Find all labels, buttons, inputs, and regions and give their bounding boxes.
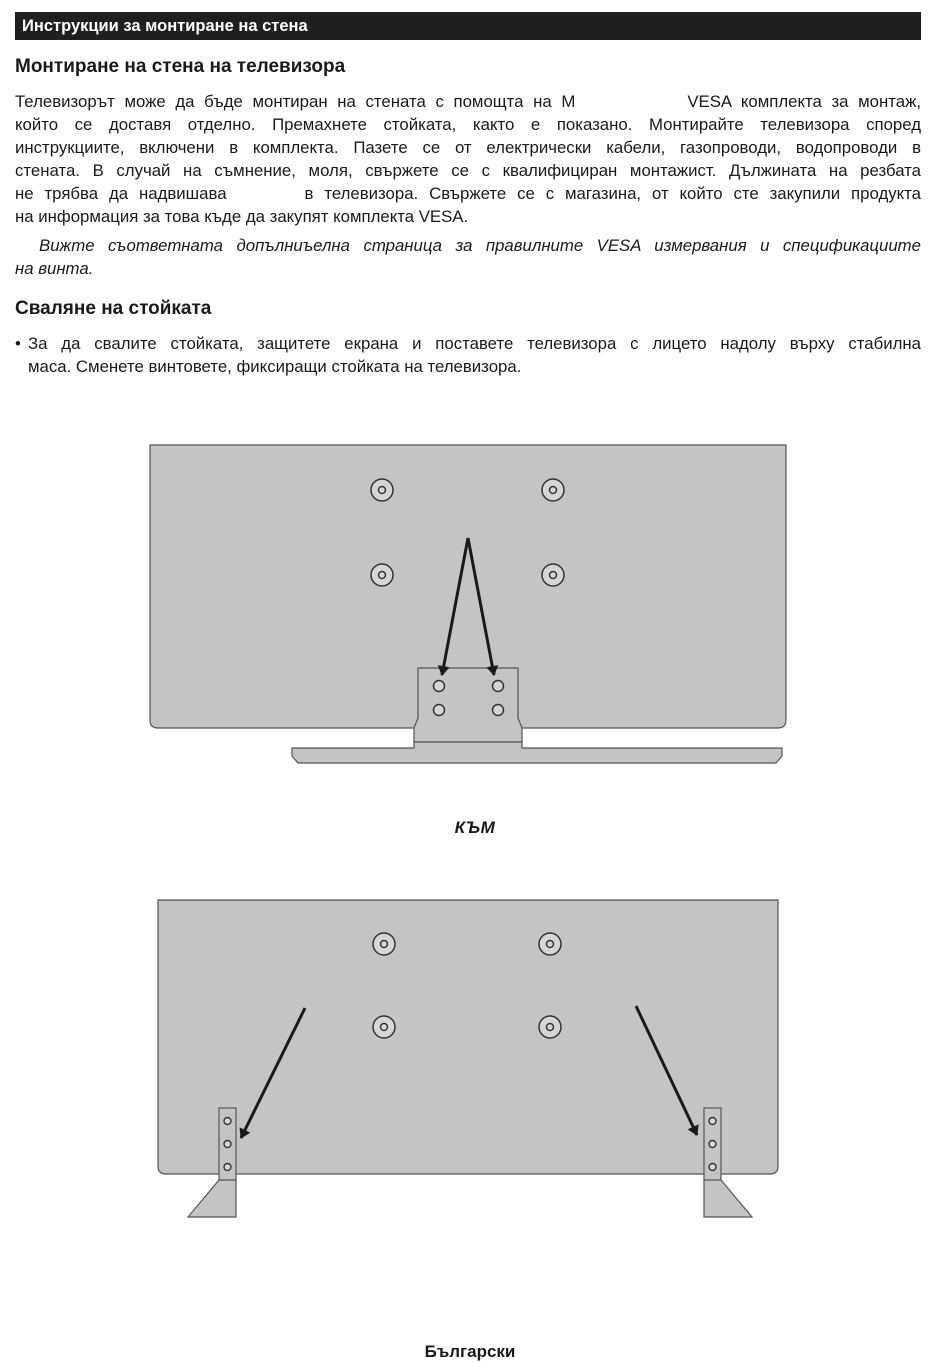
wall-mount-paragraph xyxy=(15,90,921,228)
paragraph-line-2: който се доставя отделно. Премахнете стойката, както е показано. Монтирайте телевизора според xyxy=(15,115,921,134)
note-line-2: на винта. xyxy=(15,259,94,278)
note-line-1: Вижте съответната допълниъелна страница за правилните VESA измервания и спецификациите xyxy=(39,236,921,255)
bullet-item xyxy=(15,332,921,378)
paragraph-line-1: Телевизорът може да бъде монтиран на стената с помощта на М VESA комплекта за монтаж, xyxy=(15,92,921,111)
bullet-symbol: • xyxy=(15,334,21,353)
tv-back-center-stand-diagram xyxy=(0,430,950,775)
bullet-line-1: За да свалите стойката, защитете екрана и поставете телевизора с лицето надолу върху стабилна xyxy=(28,334,921,353)
stand-base xyxy=(292,742,782,763)
bullet-line-2: маса. Сменете винтовете, фиксиращи стойката на телевизора. xyxy=(28,357,522,376)
paragraph-line-3: инструкциите, включени в комплекта. Пазете се от електрически кабели, газопроводи, водопроводи в xyxy=(15,138,921,157)
section-heading-stand-removal: Сваляне на стойката xyxy=(15,298,212,319)
section-heading-wall-mount: Монтиране на стена на телевизора xyxy=(15,56,346,77)
paragraph-line-6: на информация за това къде да закупят комплекта VESA. xyxy=(15,207,469,226)
vesa-note xyxy=(15,234,921,280)
paragraph-line-4: стената. В случай на съмнение, моля, свържете се с квалифициран монтажист. Дължината на резбата xyxy=(15,161,921,180)
footer-language-label: Български xyxy=(424,1342,516,1361)
stand-neck xyxy=(414,668,522,742)
paragraph-line-5: не трябва да надвишава в телевизора. Свържете се с магазина, от който сте закупили продукта xyxy=(15,184,921,203)
tv-panel xyxy=(158,900,778,1174)
section-header-bar: Инструкции за монтиране на стена xyxy=(15,12,921,40)
tv-back-side-feet-diagram xyxy=(0,890,950,1225)
diagram-caption: КЪМ xyxy=(454,818,496,837)
